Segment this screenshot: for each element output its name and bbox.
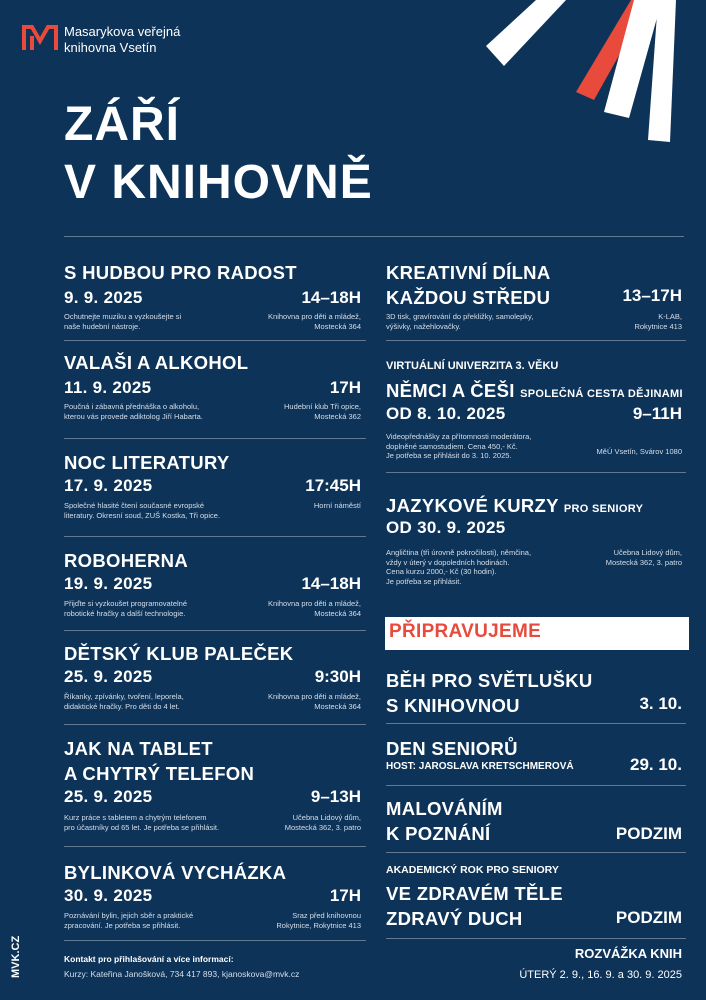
event-location: Učebna Lidový dům, Mostecká 362, 3. patro — [284, 813, 361, 832]
event-location: Knihovna pro děti a mládež, Mostecká 364 — [268, 312, 361, 331]
event-date: 19. 9. 2025 — [64, 574, 153, 593]
event-title: VALAŠI A ALKOHOL — [64, 352, 249, 373]
event-location: MěÚ Vsetín, Svárov 1080 — [596, 447, 682, 456]
divider — [386, 723, 686, 724]
page-title — [64, 96, 373, 212]
event-description: 3D tisk, gravírování do překližky, samolepky, výšivky, nažehlovačky. — [386, 312, 534, 331]
divider — [386, 852, 686, 853]
event-location: Horní náměstí — [313, 501, 361, 510]
divider — [64, 340, 366, 341]
website-url: MVK.CZ — [10, 935, 22, 978]
upcoming-item-date: PODZIM — [615, 824, 682, 843]
divider — [64, 724, 366, 725]
divider — [64, 940, 366, 941]
contact-line: Kurzy: Kateřina Janošková, 734 417 893, kjanoskova@mvk.cz — [64, 969, 300, 979]
event-location: Knihovna pro děti a mládež, Mostecká 364 — [268, 599, 361, 618]
upcoming-heading: PŘIPRAVUJEME — [389, 621, 542, 642]
event-title: NOC LITERATURY — [64, 452, 230, 473]
event-time: 14–18H — [301, 288, 361, 307]
event-time: 9–11H — [632, 404, 682, 423]
decorative-stripes — [466, 0, 706, 150]
upcoming-item-title: BĚH PRO SVĚTLUŠKU S KNIHOVNOU — [386, 670, 593, 716]
upcoming-item-title: VE ZDRAVÉM TĚLE ZDRAVÝ DUCH — [386, 883, 563, 929]
event-title: DĚTSKÝ KLUB PALEČEK — [64, 643, 294, 664]
event-kicker: VIRTUÁLNÍ UNIVERZITA 3. VĚKU — [386, 360, 559, 372]
delivery-dates: ÚTERÝ 2. 9., 16. 9. a 30. 9. 2025 — [519, 969, 682, 981]
library-logo-icon — [22, 24, 58, 52]
event-date: OD 30. 9. 2025 — [386, 518, 506, 537]
contact-heading: Kontakt pro přihlašování a více informací: — [64, 954, 234, 964]
divider — [64, 846, 366, 847]
event-date: 30. 9. 2025 — [64, 886, 153, 905]
divider — [64, 438, 366, 439]
library-name-line1: Masarykova veřejná — [64, 24, 181, 39]
library-name-line2: knihovna Vsetín — [64, 40, 157, 55]
event-date: 17. 9. 2025 — [64, 476, 153, 495]
page-title-line1: ZÁŘÍ — [64, 98, 180, 151]
delivery-title: ROZVÁŽKA KNIH — [574, 946, 682, 961]
event-title: JAZYKOVÉ KURZY PRO SENIORY — [386, 495, 644, 516]
event-location: Učebna Lidový dům, Mostecká 362, 3. patro — [605, 548, 682, 567]
library-name — [64, 24, 180, 56]
event-title: KREATIVNÍ DÍLNA KAŽDOU STŘEDU — [386, 262, 551, 308]
divider — [64, 236, 684, 237]
event-date: OD 8. 10. 2025 — [386, 404, 506, 423]
event-date: 25. 9. 2025 — [64, 787, 153, 806]
event-description: Společné hlasité čtení současné evropské literatury. Okresní soud, ZUŠ Kostka, Tři opice. — [64, 501, 221, 520]
upcoming-item-date: 3. 10. — [639, 694, 682, 713]
event-title: NĚMCI A ČEŠI SPOLEČNÁ CESTA DĚJINAMI — [386, 380, 683, 401]
event-description: Kurz práce s tabletem a chytrým telefonem pro účastníky od 65 let. Je potřeba se přihlásit. — [64, 813, 220, 832]
divider — [386, 340, 686, 341]
event-date: 25. 9. 2025 — [64, 667, 153, 686]
upcoming-item-date: 29. 10. — [630, 755, 682, 774]
event-location: Knihovna pro děti a mládež, Mostecká 364 — [268, 692, 361, 711]
event-time: 17H — [329, 886, 361, 905]
event-date: 11. 9. 2025 — [64, 378, 152, 397]
event-description: Angličtina (tři úrovně pokročilosti), němčina, vždy v úterý v dopoledních hodinách. Cena kurzu 2000,- Kč (30 hodin). Je potřeba se přihlásit. — [386, 548, 532, 586]
upcoming-item-kicker: AKADEMICKÝ ROK PRO SENIORY — [386, 864, 559, 876]
event-description: Ochutnejte muziku a vyzkoušejte si naše hudební nástroje. — [64, 312, 182, 331]
event-description: Přijďte si vyzkoušet programovatelné robotické hračky a další technologie. — [64, 599, 187, 618]
event-description: Videopřednášky za přítomnosti moderátora, doplněné samostudiem. Cena 450,- Kč. Je potřeba se přihlásit do 3. 10. 2025. — [386, 432, 532, 460]
divider — [386, 938, 686, 939]
event-location: K-LAB, Rokytnice 413 — [634, 312, 682, 331]
divider — [386, 472, 686, 473]
event-time: 17:45H — [305, 476, 361, 495]
event-description: Říkanky, zpívánky, tvoření, leporela, didaktické hračky. Pro děti do 4 let. — [64, 692, 184, 711]
upcoming-item-title: DEN SENIORŮ — [386, 738, 518, 759]
event-time: 9–13H — [310, 787, 361, 806]
event-location: Sraz před knihovnou Rokytnice, Rokytnice 413 — [276, 911, 361, 930]
upcoming-item-subtitle: HOST: JAROSLAVA KRETSCHMEROVÁ — [386, 761, 574, 772]
event-title: S HUDBOU PRO RADOST — [64, 262, 297, 283]
event-time: 17H — [329, 378, 361, 397]
upcoming-item-date: PODZIM — [615, 908, 682, 927]
divider — [386, 785, 686, 786]
event-time: 13–17H — [622, 286, 682, 305]
event-description: Poznávání bylin, jejich sběr a praktické zpracování. Je potřeba se přihlásit. — [64, 911, 194, 930]
event-title: JAK NA TABLET A CHYTRÝ TELEFON — [64, 738, 255, 784]
event-time: 14–18H — [301, 574, 361, 593]
divider — [64, 536, 366, 537]
event-time: 9:30H — [314, 667, 361, 686]
event-date: 9. 9. 2025 — [64, 288, 143, 307]
event-title: BYLINKOVÁ VYCHÁZKA — [64, 862, 287, 883]
upcoming-item-title: MALOVÁNÍM K POZNÁNÍ — [386, 798, 503, 844]
page-title-line2: V KNIHOVNĚ — [64, 156, 373, 209]
divider — [64, 630, 366, 631]
event-description: Poučná i zábavná přednáška o alkoholu, kterou vás provede adiktolog Jiří Habarta. — [64, 402, 203, 421]
event-location: Hudební klub Tři opice, Mostecká 362 — [284, 402, 361, 421]
event-title: ROBOHERNA — [64, 550, 188, 571]
